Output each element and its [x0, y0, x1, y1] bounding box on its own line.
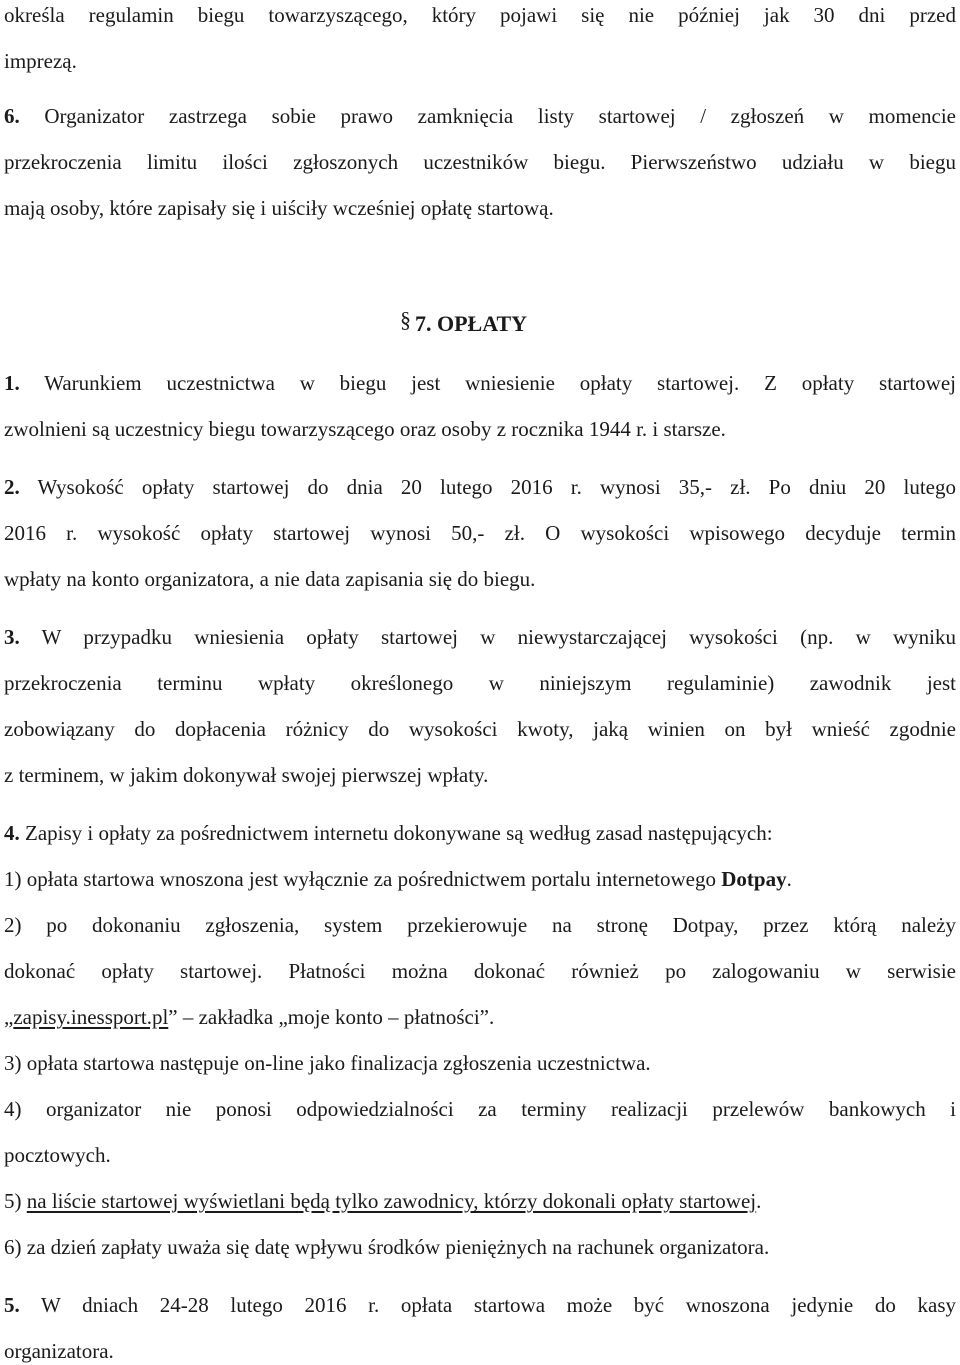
item-4-text-1: organizator nie ponosi odpowiedzialności za terminy realizacji przelewów bankowych i [45, 1097, 956, 1121]
point-6-text-1: Organizator zastrzega sobie prawo zamknięcia listy startowej / zgłoszeń w momencie [44, 104, 957, 128]
item-3-line [4, 1050, 956, 1076]
item-6-number: 6) [4, 1235, 22, 1259]
item-6-line [4, 1234, 956, 1260]
item-2-number: 2) [4, 913, 22, 937]
p3-number: 3. [4, 625, 20, 649]
p3-line-2: przekroczenia terminu wpłaty określonego w niniejszym regulaminie) zawodnik jest [4, 671, 956, 695]
item-5-line [4, 1188, 956, 1214]
item-2-line-1 [4, 912, 956, 938]
item-1-line [4, 866, 956, 892]
p2-number: 2. [4, 475, 20, 499]
point-6-line-3: mają osoby, które zapisały się i uiściły wcześniej opłatę startową. [4, 196, 554, 220]
intro-line-2: imprezą. [4, 49, 77, 73]
item-3-number: 3) [4, 1051, 22, 1075]
p4-line-1 [4, 820, 956, 846]
p2-line-1 [4, 474, 956, 500]
item-4-line-1 [4, 1096, 956, 1122]
p5-line-2: organizatora. [4, 1339, 114, 1363]
section-title: 7. OPŁATY [415, 311, 528, 336]
p5-number: 5. [4, 1293, 20, 1317]
item-6-text: za dzień zapłaty uważa się datę wpływu środków pieniężnych na rachunek organizatora. [26, 1235, 770, 1259]
item-1-text: opłata startowa wnoszona jest wyłącznie za pośrednictwem portalu internetowego [26, 867, 717, 891]
item-5-end: . [756, 1189, 762, 1213]
item-4-number: 4) [4, 1097, 22, 1121]
p5-text-1: W dniach 24-28 lutego 2016 r. opłata startowa może być wnoszona jedynie do kasy [41, 1293, 956, 1317]
p2-line-3: wpłaty na konto organizatora, a nie data zapisania się do biegu. [4, 567, 536, 591]
section-7-heading [400, 307, 528, 337]
item-1-brand: Dotpay [721, 867, 787, 891]
website-link[interactable]: zapisy.inessport.pl [13, 1005, 169, 1029]
p3-line-1 [4, 624, 956, 650]
p3-text-1: W przypadku wniesienia opłaty startowej w niewystarczającej wysokości (np. w wyniku [41, 625, 956, 649]
item-2-line-3-rest: ” – zakładka „moje konto – płatności”. [168, 1005, 495, 1029]
p1-line-2: zwolnieni są uczestnicy biegu towarzyszącego oraz osoby z rocznika 1944 r. i starsze. [4, 417, 726, 441]
section-symbol: § [400, 307, 411, 332]
p2-text-1: Wysokość opłaty startowej do dnia 20 lutego 2016 r. wynosi 35,- zł. Po dniu 20 lutego [37, 475, 957, 499]
point-6-line-2: przekroczenia limitu ilości zgłoszonych uczestników biegu. Pierwszeństwo udziału w biegu [4, 150, 956, 174]
p4-number: 4. [4, 821, 20, 845]
point-6-number: 6. [4, 104, 20, 128]
item-5-text: na liście startowej wyświetlani będą tylko zawodnicy, którzy dokonali opłaty startowej [26, 1189, 757, 1213]
item-5-number: 5) [4, 1189, 22, 1213]
p3-line-4: z terminem, w jakim dokonywał swojej pierwszej wpłaty. [4, 763, 489, 787]
p4-text-1: Zapisy i opłaty za pośrednictwem internetu dokonywane są według zasad następujących: [25, 821, 773, 845]
p1-line-1 [4, 370, 956, 396]
p1-text-1: Warunkiem uczestnictwa w biegu jest wniesienie opłaty startowej. Z opłaty startowej [44, 371, 956, 395]
item-2-text-1: po dokonaniu zgłoszenia, system przekierowuje na stronę Dotpay, przez którą należy [46, 913, 957, 937]
item-2-line-2: dokonać opłaty startowej. Płatności można dokonać również po zalogowaniu w serwisie [4, 959, 956, 983]
item-3-text: opłata startowa następuje on-line jako finalizacja zgłoszenia uczestnictwa. [26, 1051, 651, 1075]
p1-number: 1. [4, 371, 20, 395]
item-1-number: 1) [4, 867, 22, 891]
p2-line-2: 2016 r. wysokość opłaty startowej wynosi 50,- zł. O wysokości wpisowego decyduje termin [4, 521, 956, 545]
point-6-line-1 [4, 103, 956, 129]
item-2-line-3 [4, 1004, 956, 1030]
item-2-open-quote: „ [4, 1005, 14, 1029]
p5-line-1 [4, 1292, 956, 1318]
item-4-line-2: pocztowych. [4, 1143, 111, 1167]
intro-line-1: określa regulamin biegu towarzyszącego, który pojawi się nie później jak 30 dni przed [4, 3, 956, 27]
p3-line-3: zobowiązany do dopłacenia różnicy do wysokości kwoty, jaką winien on był wnieść zgodnie [4, 717, 956, 741]
item-1-end: . [786, 867, 792, 891]
